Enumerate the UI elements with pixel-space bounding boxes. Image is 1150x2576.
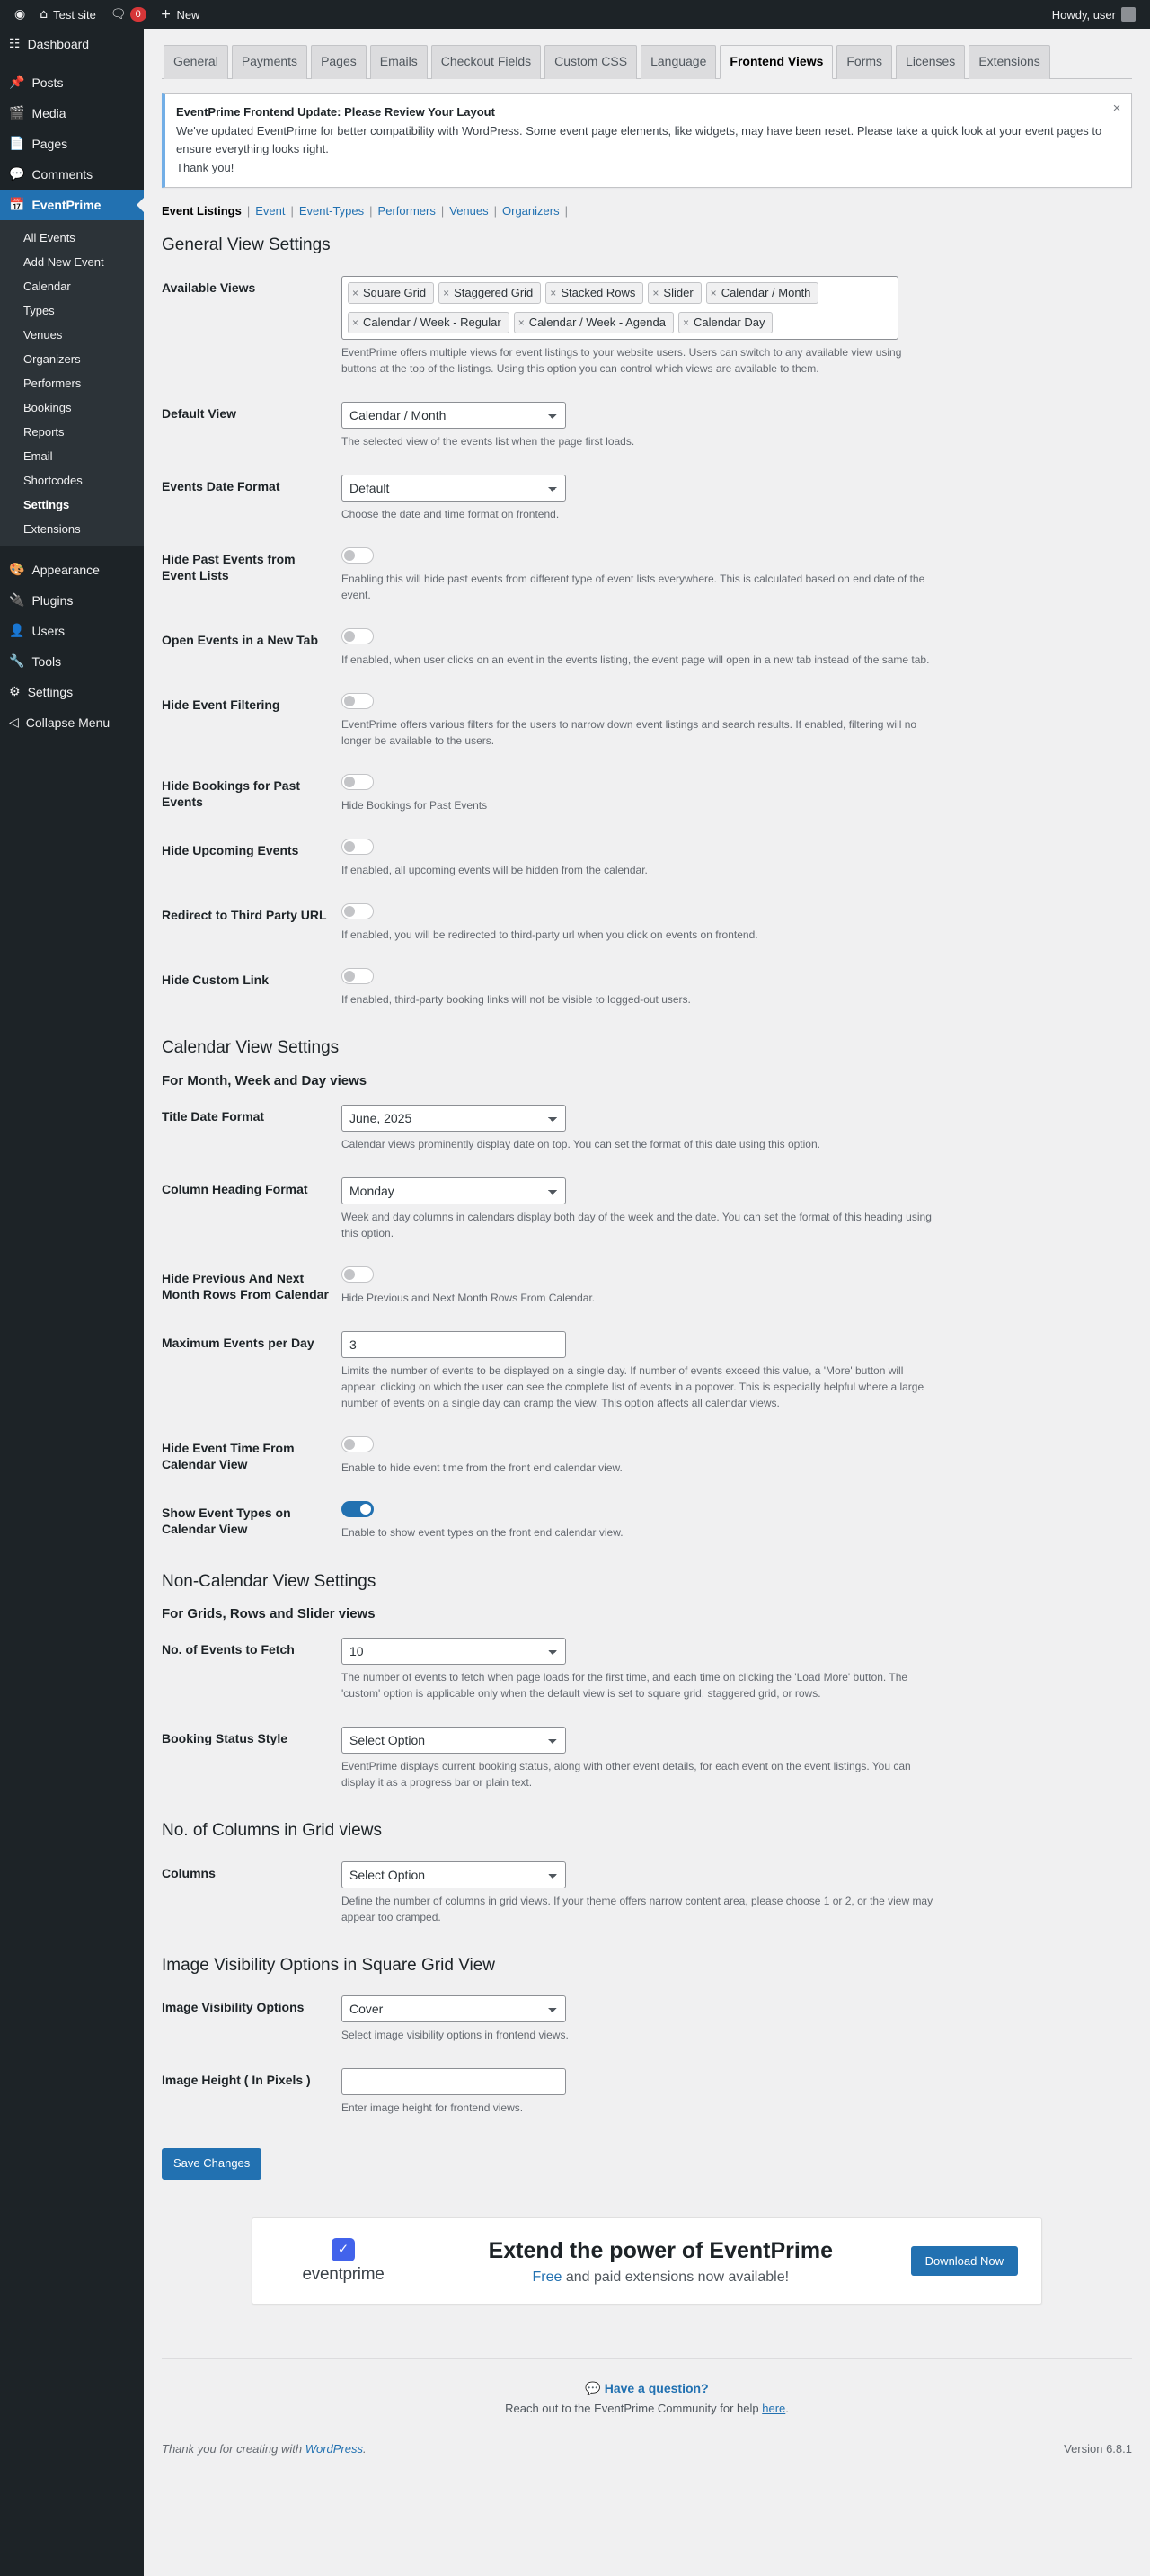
title-date-format-select[interactable] <box>341 1105 566 1132</box>
sidebar-subitem-label: Settings <box>23 498 70 511</box>
row-hide-bookings-past <box>162 761 1132 826</box>
sidebar-item-label: Dashboard <box>27 37 90 51</box>
promo-text <box>432 2236 889 2286</box>
promo-sub-rest: and paid extensions now available! <box>562 2269 790 2285</box>
sidebar-item-label: Users <box>31 624 65 638</box>
row-booking-status-style <box>162 1714 1132 1803</box>
sidebar-submenu-eventprime <box>0 220 144 546</box>
available-views-multiselect[interactable] <box>341 276 898 340</box>
sidebar-item-tools[interactable] <box>0 646 144 677</box>
label-title-date-format: Title Date Format <box>162 1108 265 1124</box>
label-image-visibility-options: Image Visibility Options <box>162 2000 305 2015</box>
remove-icon[interactable]: × <box>652 286 659 299</box>
close-icon[interactable]: × <box>1112 100 1121 116</box>
toggle-knob <box>344 550 355 561</box>
tab-licenses[interactable]: Licenses <box>896 45 965 79</box>
label-default-view: Default View <box>162 405 236 421</box>
remove-icon[interactable]: × <box>550 286 557 299</box>
gear-icon: ⚙ <box>9 685 21 699</box>
sidebar-subitem-label: Bookings <box>23 401 72 414</box>
help-question-label: Have a question? <box>604 2380 709 2395</box>
toggle-knob <box>360 1504 371 1515</box>
sidebar-item-label: Pages <box>31 137 68 151</box>
sidebar-item-comments[interactable] <box>0 159 144 190</box>
tab-custom-css[interactable]: Custom CSS <box>544 45 637 79</box>
settings-tabs <box>162 45 1132 79</box>
admin-sidebar <box>0 29 144 2576</box>
tag-square-grid[interactable] <box>348 282 434 304</box>
sidebar-subitem-calendar[interactable] <box>0 274 144 298</box>
tag-staggered-grid[interactable] <box>438 282 541 304</box>
footer-thanks <box>162 2442 367 2456</box>
description-redirect-third-party: If enabled, you will be redirected to third-party url when you click on events on frontend. <box>341 928 758 941</box>
plus-icon: + <box>160 7 172 22</box>
sidebar-item-users[interactable] <box>0 616 144 646</box>
dashboard-icon: ☷ <box>9 37 21 51</box>
download-now-button[interactable]: Download Now <box>911 2246 1018 2276</box>
label-column-heading-format: Column Heading Format <box>162 1181 308 1196</box>
hide-bookings-past-toggle[interactable] <box>341 774 374 790</box>
separator: | <box>564 203 568 218</box>
tag-label: Slider <box>663 286 694 300</box>
comment-icon: 💬 <box>9 167 25 182</box>
sidebar-subitem-organizers[interactable] <box>0 347 144 371</box>
notice-line-1: We've updated EventPrime for better compatibility with WordPress. Some event page elements, like widgets, may have been reset. Please take a quick look at your event pages to ensure everything looks right. <box>176 123 1102 156</box>
sidebar-item-label: Collapse Menu <box>25 715 111 730</box>
description-open-new-tab: If enabled, when user clicks on an event in the events listing, the event page will open in a new tab instead of the same tab. <box>341 653 930 666</box>
tag-calendar-month[interactable] <box>706 282 819 304</box>
row-max-events-per-day <box>162 1319 1132 1424</box>
label-hide-prev-next-rows: Hide Previous And Next Month Rows From Calendar <box>162 1270 329 1301</box>
hide-upcoming-toggle[interactable] <box>341 839 374 855</box>
calendar-icon: 📅 <box>9 198 25 212</box>
pin-icon: 📌 <box>9 76 25 90</box>
promo-subline <box>432 2270 889 2286</box>
sidebar-item-label: Posts <box>31 76 64 90</box>
row-title-date-format <box>162 1092 1132 1165</box>
section-image-visibility-options: Image Visibility Options in Square Grid View <box>162 1955 496 1975</box>
toggle-knob <box>344 906 355 917</box>
row-hide-past-events <box>162 535 1132 616</box>
sidebar-subitem-add-new-event[interactable] <box>0 250 144 274</box>
label-events-to-fetch: No. of Events to Fetch <box>162 1642 295 1657</box>
row-columns <box>162 1849 1132 1938</box>
description-hide-prev-next-rows: Hide Previous and Next Month Rows From Calendar. <box>341 1291 596 1304</box>
sidebar-item-plugins[interactable] <box>0 585 144 616</box>
sidebar-item-posts[interactable] <box>0 67 144 98</box>
label-hide-event-time: Hide Event Time From Calendar View <box>162 1440 295 1472</box>
tab-frontend-views[interactable]: Frontend Views <box>720 45 833 79</box>
page-icon: 📄 <box>9 137 25 151</box>
row-column-heading-format <box>162 1165 1132 1254</box>
label-available-views: Available Views <box>162 280 256 295</box>
sidebar-subitem-email[interactable] <box>0 444 144 468</box>
help-text-prefix: Reach out to the EventPrime Community for help <box>505 2401 763 2415</box>
notice-title: EventPrime Frontend Update: Please Review Your Layout <box>176 104 495 119</box>
tab-language[interactable]: Language <box>641 45 716 79</box>
eventprime-logo <box>276 2238 411 2285</box>
description-events-to-fetch: The number of events to fetch when page loads for the first time, and each time on clicking the 'Load More' button. The 'custom' option is applicable only when the default view is set to square grid, staggered grid, or rows. <box>341 1671 908 1701</box>
row-hide-upcoming <box>162 826 1132 891</box>
label-show-event-types: Show Event Types on Calendar View <box>162 1506 291 1537</box>
non-calendar-settings-table <box>162 1625 1132 1803</box>
thanks-suffix: . <box>363 2441 367 2456</box>
tab-forms[interactable]: Forms <box>836 45 892 79</box>
help-text-suffix: . <box>785 2401 789 2415</box>
row-hide-custom-link <box>162 955 1132 1020</box>
label-hide-bookings-past: Hide Bookings for Past Events <box>162 777 301 809</box>
description-columns: Define the number of columns in grid views. If your theme offers narrow content area, please choose 1 or 2, or the view may appear too cramped. <box>341 1894 933 1923</box>
site-name-label: Test site <box>53 7 96 22</box>
description-hide-event-time: Enable to hide event time from the front end calendar view. <box>341 1461 623 1474</box>
tag-label: Calendar / Week - Agenda <box>528 315 666 330</box>
thanks-prefix: Thank you for creating with <box>162 2441 305 2456</box>
plugin-icon: 🔌 <box>9 593 25 608</box>
max-events-per-day-input[interactable] <box>341 1331 566 1358</box>
tag-slider[interactable] <box>648 282 701 304</box>
label-hide-past-events: Hide Past Events from Event Lists <box>162 551 296 582</box>
tag-label: Calendar Day <box>693 315 765 330</box>
help-subline <box>162 2402 1132 2415</box>
tag-label: Square Grid <box>363 286 427 300</box>
sidebar-item-settings[interactable] <box>0 677 144 707</box>
description-default-view: The selected view of the events list when the page first loads. <box>341 434 635 448</box>
label-max-events-per-day: Maximum Events per Day <box>162 1335 314 1350</box>
sidebar-subitem-performers[interactable] <box>0 371 144 395</box>
tab-checkout-fields[interactable]: Checkout Fields <box>431 45 541 79</box>
footer-version: Version 6.8.1 <box>1064 2441 1132 2456</box>
subsection-grids-rows-slider: For Grids, Rows and Slider views <box>162 1606 376 1622</box>
tab-emails[interactable]: Emails <box>370 45 428 79</box>
label-image-height: Image Height ( In Pixels ) <box>162 2073 311 2088</box>
row-hide-prev-next-rows <box>162 1254 1132 1319</box>
sidebar-subitem-label: Organizers <box>23 352 81 366</box>
tab-extensions[interactable]: Extensions <box>969 45 1049 79</box>
label-columns: Columns <box>162 1865 216 1880</box>
toggle-knob <box>344 1439 355 1450</box>
description-hide-custom-link: If enabled, third-party booking links will not be visible to logged-out users. <box>341 992 691 1006</box>
toggle-knob <box>344 696 355 706</box>
filter-link-event-listings[interactable]: Event Listings <box>162 203 242 218</box>
comment-bubble-icon: 🗨 <box>110 7 127 22</box>
toggle-knob <box>344 777 355 787</box>
sidebar-subitem-venues[interactable] <box>0 323 144 347</box>
label-events-date-format: Events Date Format <box>162 478 280 493</box>
users-icon: 👤 <box>9 624 25 638</box>
howdy-label: Howdy, user <box>1051 7 1116 22</box>
hide-event-filtering-toggle[interactable] <box>341 693 374 709</box>
label-hide-event-filtering: Hide Event Filtering <box>162 697 280 712</box>
sidebar-item-label: EventPrime <box>31 198 102 212</box>
separator: | <box>493 203 497 218</box>
description-hide-past-events: Enabling this will hide past events from different type of event lists everywhere. This is calculated based on end date of the event. <box>341 572 925 601</box>
home-icon: ⌂ <box>40 7 49 22</box>
filter-link-event-types[interactable]: Event-Types <box>298 203 365 218</box>
sidebar-subitem-label: Venues <box>23 328 63 342</box>
frontend-update-notice <box>162 93 1132 188</box>
notice-line-2: Thank you! <box>176 161 234 175</box>
tag-label: Calendar / Week - Regular <box>363 315 501 330</box>
sidebar-item-eventprime[interactable] <box>0 190 144 220</box>
row-image-visibility-options <box>162 1983 1132 2056</box>
subsection-month-week-day: For Month, Week and Day views <box>162 1072 367 1088</box>
row-redirect-third-party <box>162 891 1132 955</box>
sidebar-item-label: Tools <box>31 654 62 669</box>
sidebar-separator <box>0 546 144 555</box>
row-default-view <box>162 389 1132 462</box>
show-event-types-toggle[interactable] <box>341 1501 374 1517</box>
row-events-date-format <box>162 462 1132 535</box>
tab-payments[interactable]: Payments <box>232 45 307 79</box>
filter-link-organizers[interactable]: Organizers <box>502 203 560 218</box>
sidebar-item-pages[interactable] <box>0 129 144 159</box>
separator: | <box>290 203 294 218</box>
open-new-tab-toggle[interactable] <box>341 628 374 644</box>
description-image-height: Enter image height for frontend views. <box>341 2101 524 2115</box>
image-height-input[interactable] <box>341 2068 566 2095</box>
comments-button[interactable] <box>103 0 154 29</box>
sidebar-subitem-label: Email <box>23 449 53 463</box>
media-icon: 🎬 <box>9 106 25 120</box>
comments-count-badge: 0 <box>130 7 146 22</box>
admin-bar <box>0 0 1150 29</box>
section-columns-in-grid-views: No. of Columns in Grid views <box>162 1821 382 1841</box>
footer-row <box>162 2442 1132 2456</box>
separator: | <box>369 203 373 218</box>
remove-icon[interactable]: × <box>443 286 450 299</box>
sidebar-subitem-label: All Events <box>23 231 75 244</box>
hide-past-events-toggle[interactable] <box>341 547 374 564</box>
sidebar-subitem-label: Calendar <box>23 280 71 293</box>
hide-prev-next-rows-toggle[interactable] <box>341 1266 374 1283</box>
remove-icon[interactable]: × <box>710 286 717 299</box>
section-calendar-view-settings: Calendar View Settings <box>162 1037 340 1057</box>
tag-calendar-week-agenda[interactable] <box>514 312 674 333</box>
tag-label: Stacked Rows <box>561 286 636 300</box>
label-hide-custom-link: Hide Custom Link <box>162 972 270 987</box>
sidebar-subitem-reports[interactable] <box>0 420 144 444</box>
save-changes-button[interactable]: Save Changes <box>162 2148 261 2180</box>
wordpress-logo-icon: ◉ <box>14 7 26 22</box>
sidebar-subitem-all-events[interactable] <box>0 226 144 250</box>
filter-link-event[interactable]: Event <box>255 203 286 218</box>
site-name-button[interactable] <box>32 0 103 29</box>
sidebar-item-collapse-menu[interactable] <box>0 707 144 738</box>
description-column-heading-format: Week and day columns in calendars display both day of the week and the date. You can set the format of this heading using this option. <box>341 1210 932 1239</box>
sidebar-item-label: Comments <box>31 167 93 182</box>
row-available-views <box>162 263 1132 389</box>
avatar <box>1121 7 1136 22</box>
sidebar-subitem-label: Reports <box>23 425 65 439</box>
section-non-calendar-view-settings: Non-Calendar View Settings <box>162 1571 376 1591</box>
section-general-view-settings: General View Settings <box>162 235 331 254</box>
row-hide-event-filtering <box>162 680 1132 761</box>
sidebar-subitem-label: Performers <box>23 377 82 390</box>
promo-headline: Extend the power of EventPrime <box>488 2238 833 2264</box>
sidebar-item-label: Appearance <box>31 563 100 577</box>
toggle-knob <box>344 841 355 852</box>
sidebar-separator <box>0 59 144 67</box>
chat-icon: 💬 <box>585 2380 601 2395</box>
description-image-visibility-options: Select image visibility options in frontend views. <box>341 2029 569 2042</box>
events-date-format-select[interactable] <box>341 475 566 502</box>
row-hide-event-time <box>162 1424 1132 1488</box>
sidebar-subitem-label: Types <box>23 304 55 317</box>
wp-logo-button[interactable] <box>7 0 32 29</box>
toggle-knob <box>344 631 355 642</box>
remove-icon[interactable]: × <box>352 286 359 299</box>
description-max-events-per-day: Limits the number of events to be displayed on a single day. If number of events exceed this value, a 'More' button will appear, clicking on which the user can see the complete list of events in a popover. This is especially helpful where a large number of events on a single day can cramp the view. This option affects all calendar views. <box>341 1364 924 1409</box>
description-hide-event-filtering: EventPrime offers various filters for the users to narrow down event listings and search results. If enabled, filtering will no longer be available to the users. <box>341 717 917 747</box>
columns-select[interactable] <box>341 1861 566 1888</box>
tag-calendar-week-regular[interactable] <box>348 312 509 333</box>
description-booking-status-style: EventPrime displays current booking status, along with other event details, for each event on the event listings. You can display it as a progress bar or plain text. <box>341 1760 911 1790</box>
sidebar-item-label: Plugins <box>31 593 74 608</box>
filter-link-performers[interactable]: Performers <box>377 203 436 218</box>
toggle-knob <box>344 971 355 982</box>
general-settings-table <box>162 263 1132 1020</box>
description-available-views: EventPrime offers multiple views for event listings to your website users. Users can switch to any available view using buttons at the top of the listings. Using this option you can control which views are available to them. <box>341 345 902 375</box>
tag-label: Calendar / Month <box>721 286 811 300</box>
column-heading-format-select[interactable] <box>341 1177 566 1204</box>
description-hide-bookings-past: Hide Bookings for Past Events <box>341 798 488 812</box>
row-events-to-fetch <box>162 1625 1132 1714</box>
promo-free-label: Free <box>532 2269 562 2285</box>
booking-status-style-select[interactable] <box>341 1727 566 1754</box>
label-open-new-tab: Open Events in a New Tab <box>162 632 319 647</box>
description-events-date-format: Choose the date and time format on frontend. <box>341 507 560 520</box>
toggle-knob <box>344 1269 355 1280</box>
separator: | <box>246 203 251 218</box>
new-content-button[interactable] <box>154 0 208 29</box>
label-booking-status-style: Booking Status Style <box>162 1731 288 1746</box>
collapse-icon: ◁ <box>9 715 19 730</box>
view-filter-links <box>162 204 1132 218</box>
label-redirect-third-party: Redirect to Third Party URL <box>162 907 327 922</box>
image-visibility-settings-table <box>162 1983 1132 2128</box>
eventprime-logo-label: eventprime <box>302 2264 385 2284</box>
tools-icon: 🔧 <box>9 654 25 669</box>
remove-icon[interactable]: × <box>352 315 359 329</box>
sidebar-item-appearance[interactable] <box>0 555 144 585</box>
sidebar-item-label: Media <box>31 106 66 120</box>
description-show-event-types: Enable to show event types on the front end calendar view. <box>341 1526 624 1540</box>
sidebar-item-media[interactable] <box>0 98 144 129</box>
hide-event-time-toggle[interactable] <box>341 1436 374 1452</box>
brush-icon: 🎨 <box>9 563 25 577</box>
row-image-height <box>162 2056 1132 2128</box>
wordpress-link[interactable]: WordPress <box>305 2441 363 2456</box>
howdy-menu[interactable] <box>1045 0 1143 29</box>
tag-stacked-rows[interactable] <box>545 282 643 304</box>
sidebar-subitem-types[interactable] <box>0 298 144 323</box>
content-area <box>144 29 1150 2576</box>
filter-link-venues[interactable]: Venues <box>449 203 489 218</box>
events-to-fetch-select[interactable] <box>341 1638 566 1665</box>
tag-label: Staggered Grid <box>454 286 534 300</box>
sidebar-item-dashboard[interactable] <box>0 29 144 59</box>
tab-general[interactable]: General <box>164 45 228 79</box>
remove-icon[interactable]: × <box>518 315 525 329</box>
sidebar-item-label: Settings <box>27 685 74 699</box>
description-hide-upcoming: If enabled, all upcoming events will be hidden from the calendar. <box>341 863 648 876</box>
footer <box>162 2358 1132 2474</box>
remove-icon[interactable]: × <box>682 315 689 329</box>
tab-pages[interactable]: Pages <box>311 45 367 79</box>
help-community-link[interactable]: here <box>762 2401 786 2415</box>
sidebar-subitem-settings[interactable] <box>0 493 144 517</box>
image-visibility-options-select[interactable] <box>341 1995 566 2022</box>
tag-calendar-day[interactable] <box>678 312 774 333</box>
sidebar-subitem-label: Shortcodes <box>23 474 83 487</box>
sidebar-subitem-label: Extensions <box>23 522 81 536</box>
sidebar-subitem-extensions[interactable] <box>0 517 144 541</box>
sidebar-subitem-shortcodes[interactable] <box>0 468 144 493</box>
row-show-event-types <box>162 1488 1132 1553</box>
redirect-third-party-toggle[interactable] <box>341 903 374 919</box>
sidebar-subitem-label: Add New Event <box>23 255 104 269</box>
default-view-select[interactable] <box>341 402 566 429</box>
eventprime-mark-icon: ✓ <box>332 2238 355 2261</box>
calendar-settings-table <box>162 1092 1132 1554</box>
sidebar-subitem-bookings[interactable] <box>0 395 144 420</box>
new-label: New <box>176 7 200 22</box>
columns-settings-table <box>162 1849 1132 1938</box>
extensions-promo-banner <box>252 2217 1042 2305</box>
help-question-line <box>162 2381 1132 2396</box>
description-title-date-format: Calendar views prominently display date on top. You can set the format of this date using this option. <box>341 1137 820 1150</box>
hide-custom-link-toggle[interactable] <box>341 968 374 984</box>
separator: | <box>440 203 445 218</box>
label-hide-upcoming: Hide Upcoming Events <box>162 842 299 857</box>
row-open-new-tab <box>162 616 1132 680</box>
